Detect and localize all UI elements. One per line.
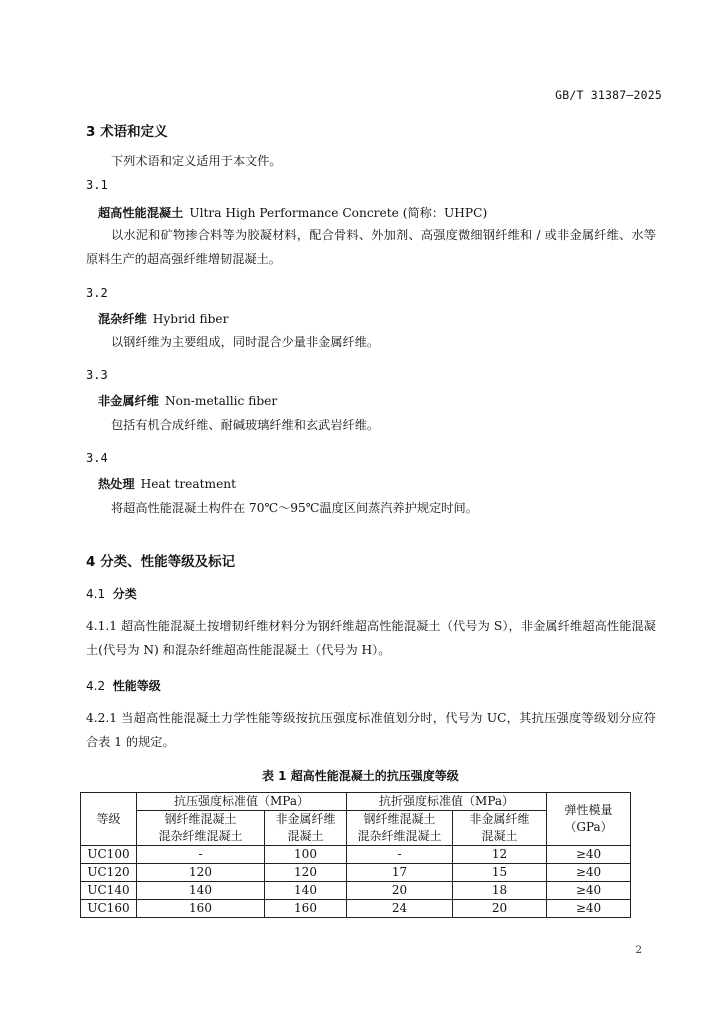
term-3-3-heading [98,392,277,409]
cell-comp-nonmetal: 120 [265,864,347,882]
subsection-4-1-number: 4.1 [86,587,106,601]
header-comp-nonmetal-line1: 非金属纤维 [275,812,336,826]
term-3-1-heading [98,204,487,221]
cell-comp-nonmetal: 160 [265,900,347,918]
cell-flex-nonmetal: 18 [453,882,547,900]
cell-flex-nonmetal: 15 [453,864,547,882]
term-3-3-en: Non-metallic fiber [164,394,278,408]
table-row [81,846,631,864]
cell-comp-steel: - [137,846,265,864]
term-3-2-heading [98,310,228,327]
subsection-4-1-title: 分类 [112,587,137,601]
standard-number: GB/T 31387—2025 [555,88,662,102]
cell-flex-nonmetal: 12 [453,846,547,864]
compressive-strength-table [80,792,631,918]
term-3-2-definition: 以钢纤维为主要组成，同时混合少量非金属纤维。 [111,335,380,349]
term-3-2-en: Hybrid fiber [152,312,229,326]
term-3-4-zh: 热处理 [98,477,135,491]
section-3-title: 3 术语和定义 [86,124,168,140]
cell-modulus: ≥40 [547,882,631,900]
cell-grade: UC140 [81,882,137,900]
header-comp-steel-line1: 钢纤维混凝土 [164,812,237,826]
cell-modulus: ≥40 [547,864,631,882]
header-comp-nonmetal-line2: 混凝土 [287,829,324,843]
header-flex-nonmetal [453,811,547,846]
section-4-title: 4 分类、性能等级及标记 [86,554,236,570]
cell-modulus: ≥40 [547,900,631,918]
term-3-3-number: 3.3 [86,368,108,382]
header-flex-steel-line1: 钢纤维混凝土 [363,812,436,826]
table-row [81,900,631,918]
header-modulus [547,793,631,846]
cell-flex-steel: 17 [347,864,453,882]
paragraph-4-2-1: 4.2.1 当超高性能混凝土力学性能等级按抗压强度标准值划分时，代号为 UC，其抗压强度等级划分应符合表 1 的规定。 [86,711,656,749]
term-3-4-definition: 将超高性能混凝土构件在 70℃～95℃温度区间蒸汽养护规定时间。 [111,501,478,515]
cell-flex-nonmetal: 20 [453,900,547,918]
header-modulus-line1: 弹性模量 [564,803,613,817]
header-flex-nonmetal-line1: 非金属纤维 [469,812,530,826]
cell-comp-nonmetal: 100 [265,846,347,864]
term-3-4-heading [98,475,236,492]
cell-flex-steel: 24 [347,900,453,918]
cell-grade: UC100 [81,846,137,864]
header-compressive: 抗压强度标准值（MPa） [137,793,347,811]
subsection-4-2-title: 性能等级 [112,679,161,693]
term-3-2-number: 3.2 [86,286,108,300]
subsection-4-1 [86,585,137,602]
term-3-4-number: 3.4 [86,451,108,465]
header-flex-nonmetal-line2: 混凝土 [481,829,518,843]
term-3-4-en: Heat treatment [140,477,237,491]
cell-comp-nonmetal: 140 [265,882,347,900]
header-grade: 等级 [81,793,137,846]
term-3-1-zh: 超高性能混凝土 [98,206,184,220]
term-3-3-zh: 非金属纤维 [98,394,159,408]
subsection-4-2-number: 4.2 [86,679,106,693]
cell-comp-steel: 120 [137,864,265,882]
cell-comp-steel: 140 [137,882,265,900]
cell-flex-steel: 20 [347,882,453,900]
header-comp-steel [137,811,265,846]
page-number: 2 [635,944,642,956]
paragraph-4-1-1: 4.1.1 超高性能混凝土按增韧纤维材料分为钢纤维超高性能混凝土（代号为 S），非金属纤维超高性能混凝土(代号为 N) 和混杂纤维超高性能混凝土（代号为 H）。 [86,619,656,657]
table-row [81,882,631,900]
table-1-caption: 表 1 超高性能混凝土的抗压强度等级 [262,769,459,783]
cell-grade: UC160 [81,900,137,918]
term-3-1-number: 3.1 [86,178,108,192]
subsection-4-2 [86,677,161,694]
header-comp-nonmetal [265,811,347,846]
cell-grade: UC120 [81,864,137,882]
header-comp-steel-line2: 混杂纤维混凝土 [158,829,243,843]
table-row [81,864,631,882]
header-modulus-line2: （GPa） [564,820,613,834]
term-3-1-en: Ultra High Performance Concrete (简称：UHPC) [189,206,488,220]
cell-comp-steel: 160 [137,900,265,918]
header-flexural: 抗折强度标准值（MPa） [347,793,547,811]
cell-flex-steel: - [347,846,453,864]
cell-modulus: ≥40 [547,846,631,864]
header-flex-steel [347,811,453,846]
header-flex-steel-line2: 混杂纤维混凝土 [357,829,442,843]
section-3-intro: 下列术语和定义适用于本文件。 [111,154,282,168]
table-header-row-1 [81,793,631,811]
term-3-3-definition: 包括有机合成纤维、耐碱玻璃纤维和玄武岩纤维。 [111,418,380,432]
term-3-2-zh: 混杂纤维 [98,312,147,326]
term-3-1-definition: 以水泥和矿物掺合料等为胶凝材料，配合骨料、外加剂、高强度微细钢纤维和 / 或非金属纤维、水等原料生产的超高强纤维增韧混凝土。 [86,228,656,266]
